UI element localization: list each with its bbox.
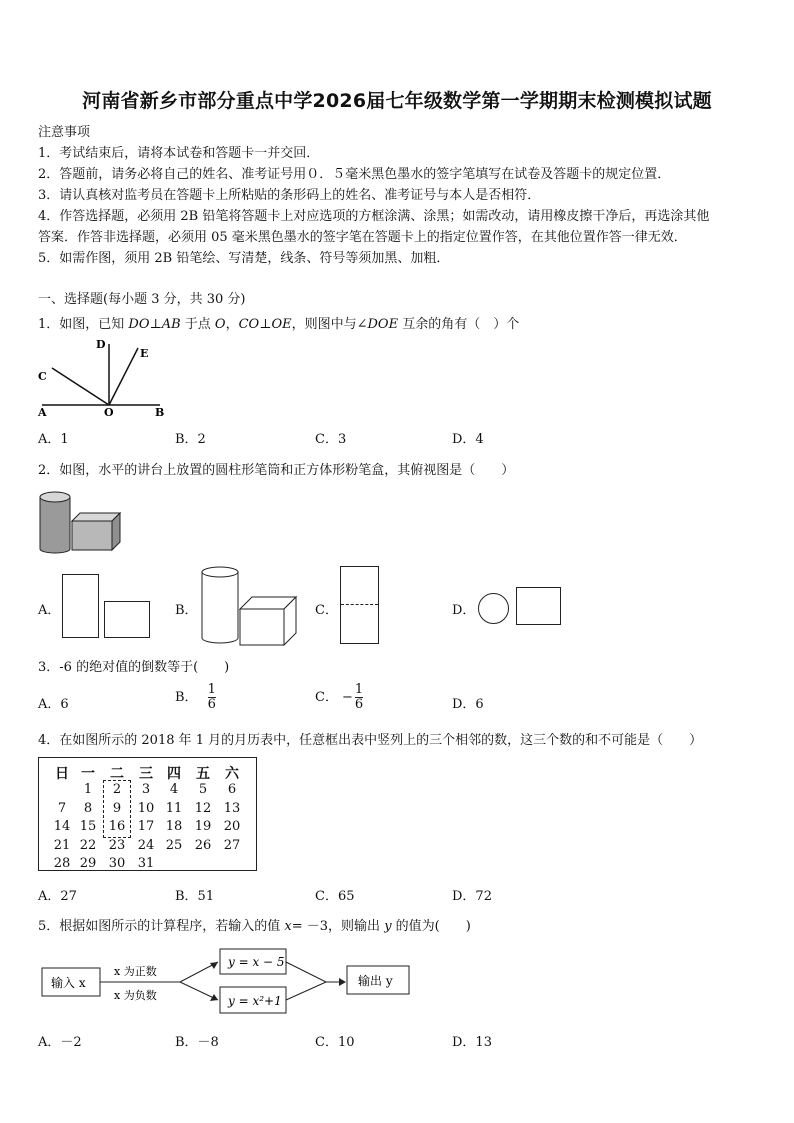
q4-calendar [38,757,257,871]
q2-option-a: A． [38,603,61,618]
q5-formula2: y = x²+1 [228,994,282,1008]
q4-option-a: A．27 [38,889,77,904]
calendar-day-cell: 26 [194,837,212,853]
calendar-day-cell: 3 [141,782,151,797]
q1-option-b: B．2 [175,432,206,447]
calendar-header-cell: 三 [139,766,153,782]
notice-item-5: 5．如需作图，须用 2B 铅笔绘、写清楚，线条、符号等须加黑、加粗． [38,251,450,266]
q4-stem: 4．在如图所示的 2018 年 1 月的月历表中，任意框出表中竖列上的三个相邻的数，这三个数的和不可能是（ ） [38,733,703,748]
q4-option-c: C．65 [315,889,355,904]
q5-stem: 5．根据如图所示的计算程序，若输入的值 x= －3，则输出 y 的值为( ) [38,919,471,934]
calendar-header-cell: 一 [81,766,95,782]
calendar-day-cell: 1 [83,782,93,797]
calendar-day-cell: 7 [57,800,67,816]
q1-option-c: C．3 [315,432,347,447]
calendar-day-cell: 8 [83,800,93,816]
calendar-day-cell: 29 [79,856,97,871]
q3-b-fraction: $\frac{1}{6}$ [207,682,216,712]
q1-label-c: C [38,370,47,383]
calendar-day-cell: 5 [198,782,208,797]
q3-option-b: B． $\frac{1}{6}$ [175,682,216,712]
q5-option-d: D．13 [452,1035,492,1050]
q3-option-d: D．6 [452,697,484,712]
q5-flowchart [40,944,420,1022]
calendar-day-cell: 11 [165,800,183,816]
calendar-day-cell: 6 [227,782,237,797]
calendar-day-cell: 23 [108,837,126,853]
notice-item-1: 1．考试结束后，请将本试卷和答题卡一并交回． [38,146,320,161]
q2-c-rect [340,566,379,644]
q1-angle-figure [30,334,180,420]
q1-label-o: O [104,406,114,419]
q5-input-label: 输入 x [51,976,86,990]
q5-formula1: y = x − 5 [228,955,285,969]
calendar-day-cell: 25 [165,837,183,853]
q1-option-d: D．4 [452,432,484,447]
q3-option-a: A．6 [38,697,69,712]
q3-c-fraction: $\frac{1}{6}$ [354,682,364,712]
q2-option-b: B． [175,603,198,618]
calendar-selection-frame [103,780,131,838]
q5-option-c: C．10 [315,1035,355,1050]
q1-label-e: E [140,347,149,360]
calendar-day-cell: 22 [79,837,97,853]
calendar-day-cell: 18 [165,819,183,834]
calendar-day-cell: 31 [137,856,155,871]
q2-a-tall-rect [62,574,99,638]
calendar-day-cell: 14 [53,819,71,834]
calendar-day-cell: 10 [137,800,155,816]
calendar-day-cell: 12 [194,800,212,816]
calendar-header-cell: 二 [110,766,124,782]
calendar-day-cell: 19 [194,819,212,834]
calendar-day-cell: 20 [223,819,241,834]
calendar-day-cell: 30 [108,856,126,871]
q3-stem: 3．-6 的绝对值的倒数等于( ) [38,660,230,675]
q2-d-square [516,587,561,625]
q2-option-c: C． [315,603,338,618]
q2-d-circle [478,593,509,624]
notice-item-3: 3．请认真核对监考员在答题卡上所粘贴的条形码上的姓名、准考证号与本人是否相符． [38,188,541,203]
section-heading: 一、选择题(每小题 3 分，共 30 分) [38,292,246,307]
q1-label-d: D [96,338,106,351]
q2-b-3d-figure [198,563,302,648]
calendar-day-cell: 27 [223,837,241,853]
q2-c-dashed-line [341,604,378,605]
q1-label-b: B [155,406,165,419]
q5-pos-label: x 为正数 [114,965,157,978]
calendar-day-cell: 4 [169,782,179,797]
calendar-day-cell: 2 [112,782,122,797]
q5-option-a: A．－2 [38,1035,82,1050]
calendar-day-cell: 13 [223,800,241,816]
page-title: 河南省新乡市部分重点中学2026届七年级数学第一学期期末检测模拟试题 [82,90,712,112]
q1-stem: 1．如图，已知 DO⊥AB 于点 O，CO⊥OE，则图中与∠DOE 互余的角有（ ）个 [38,317,520,332]
calendar-day-cell: 17 [137,819,155,834]
q3-option-c: C． − $\frac{1}{6}$ [315,682,364,712]
calendar-header-cell: 五 [196,766,210,782]
calendar-header-cell: 四 [167,766,181,782]
notice-item-2: 2．答题前，请务必将自己的姓名、准考证号用０．５毫米黑色墨水的签字笔填写在试卷及答题卡的规定位置． [38,167,671,182]
calendar-header-cell: 日 [55,766,69,782]
q2-stem: 2．如图，水平的讲台上放置的圆柱形笔筒和正方体形粉笔盒，其俯视图是（ ） [38,463,515,478]
notice-heading: 注意事项 [38,125,91,140]
q1-option-a: A．1 [38,432,69,447]
notice-item-4-cont: 答案．作答非选择题，必须用 05 毫米黑色墨水的签字笔在答题卡上的指定位置作答，在其他位置作答一律无效． [38,230,687,245]
calendar-day-cell: 9 [112,800,122,816]
q5-neg-label: x 为负数 [114,989,157,1002]
notice-item-4: 4．作答选择题，必须用 2B 铅笔将答题卡上对应选项的方框涂满、涂黑；如需改动，请用橡皮擦干净后，再选涂其他 [38,209,710,224]
q2-a-square [104,601,150,638]
calendar-day-cell: 28 [53,856,71,871]
q2-desk-figure [36,489,126,557]
q4-option-b: B．51 [175,889,215,904]
q2-option-d: D． [452,603,476,618]
q1-label-a: A [38,406,47,419]
calendar-day-cell: 15 [79,819,97,834]
calendar-day-cell: 24 [137,837,155,853]
calendar-day-cell: 21 [53,837,71,853]
q5-output-label: 输出 y [358,974,393,988]
calendar-day-cell: 16 [108,819,126,834]
q4-option-d: D．72 [452,889,492,904]
calendar-header-cell: 六 [225,766,239,782]
q5-option-b: B．－8 [175,1035,219,1050]
